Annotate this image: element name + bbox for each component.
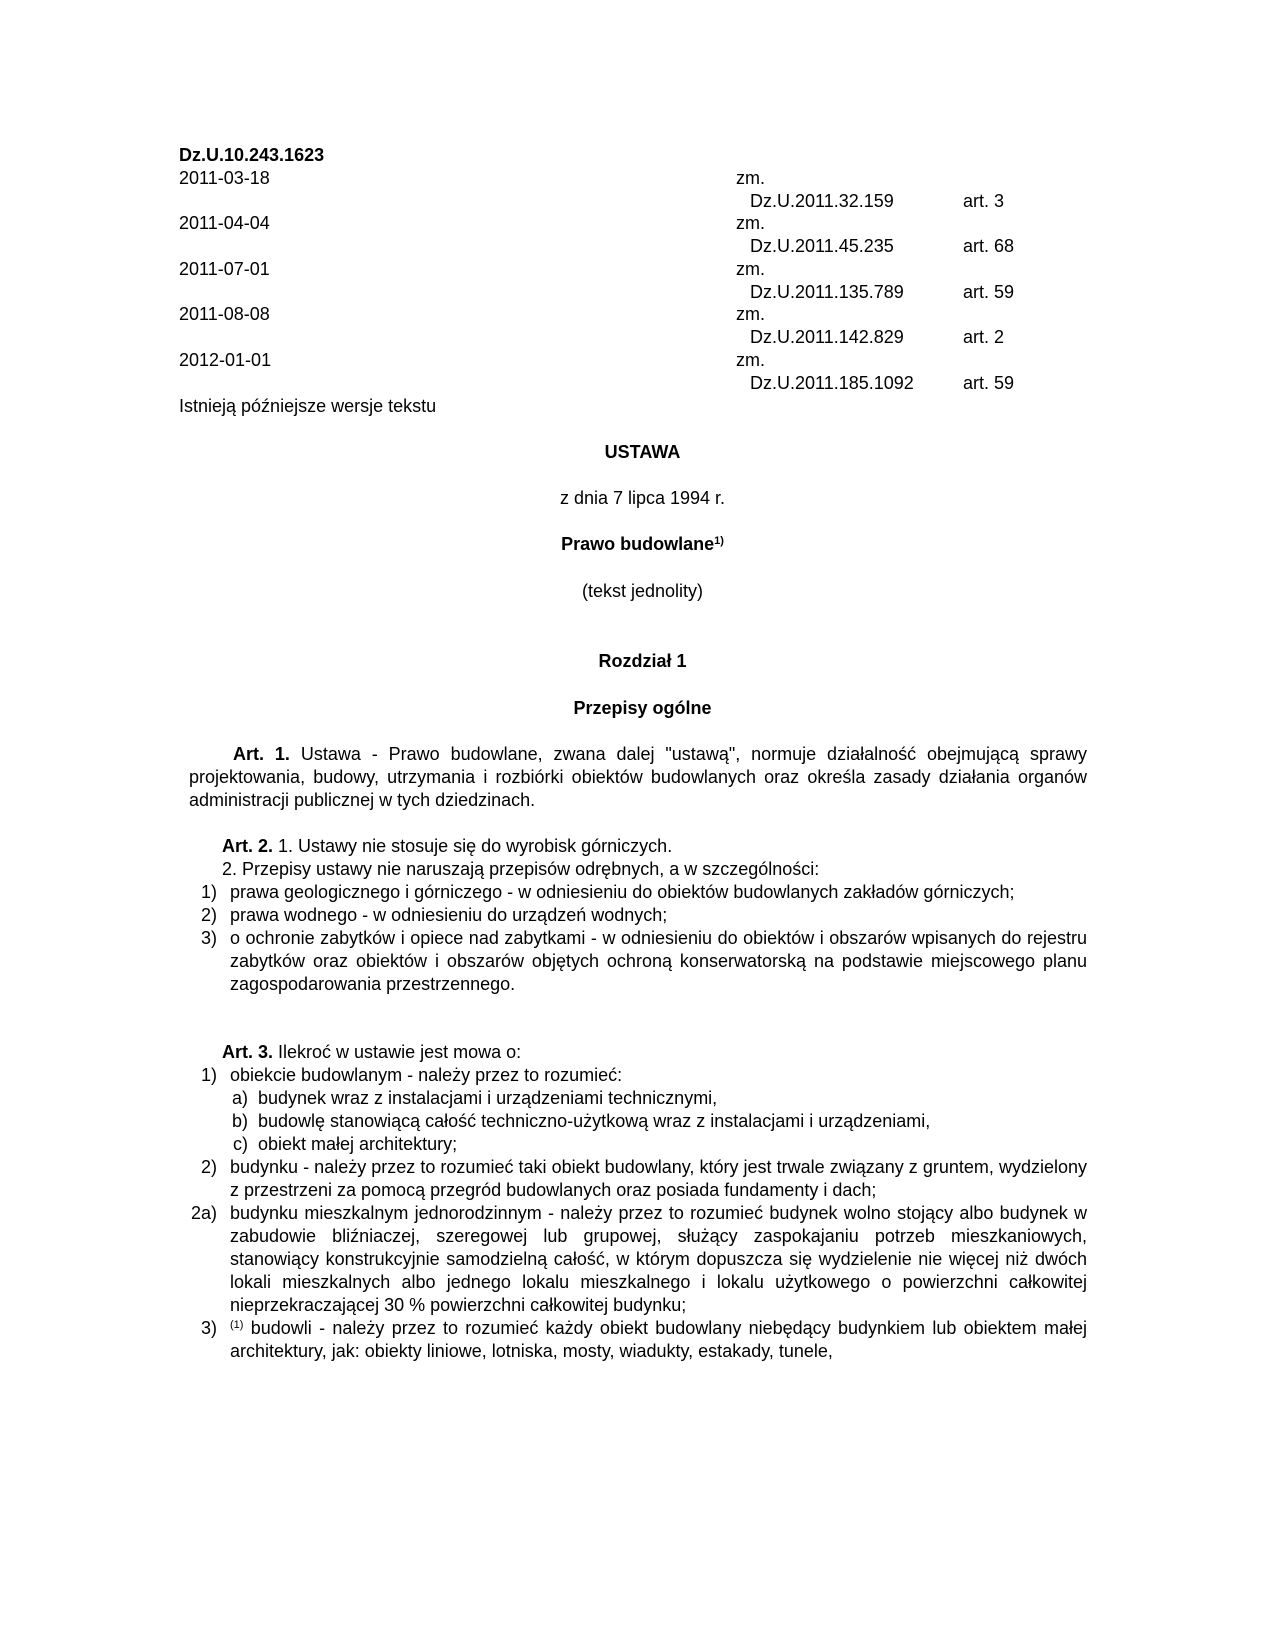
list-item-text: budowli - należy przez to rozumieć każdy obiekt budowlany niebędący budynkiem lub obiektem małej architektury, jak: obiekty liniowe, lotniska, mosty, wiadukty, estakady, tunele, [230, 1318, 1087, 1361]
list-item-number: 1) [200, 882, 217, 902]
act-date-line: z dnia 7 lipca 1994 r. [559, 488, 726, 508]
amendment-zm: zm. [736, 213, 765, 233]
list-item-text: budynku mieszkalnym jednorodzinnym - należy przez to rozumieć budynek wolno stojący albo budynek w zabudowie bliźniaczej, szeregowej lub grupowej, służący zaspokajaniu potrzeb mieszkaniowych, stanowiący konstrukcyjnie samodzielną całość, w którym dopuszcza się wydzielenie nie więcej niż dwóch lokali mieszkalnych albo jednego lokalu mieszkalnego i lokalu użytkowego o powierzchni całkowitej nieprzekraczającej 30 % powierzchni całkowitej budynku; [230, 1203, 1087, 1315]
article-label: Art. 2. [222, 836, 274, 856]
list-item-number: 3) [200, 928, 217, 948]
list-item [0, 927, 1275, 996]
amendment-marker: (1) [230, 1319, 244, 1331]
sub-list-item [0, 1133, 1275, 1156]
sub-list-item-text: obiekt małej architektury; [258, 1134, 458, 1154]
amendment-date: 2011-08-08 [179, 304, 270, 324]
article-1 [189, 743, 1087, 812]
list-item-number: 3) [200, 1318, 217, 1338]
list-item-number: 2) [200, 905, 217, 925]
amendment-art: art. 59 [963, 282, 1015, 302]
sub-list-item [0, 1087, 1275, 1110]
amendment-ref: Dz.U.2011.45.235 [750, 236, 894, 256]
amendment-date: 2011-07-01 [179, 259, 270, 279]
list-item [0, 904, 1275, 927]
chapter-name: Przepisy ogólne [573, 698, 712, 718]
article-3-list [0, 1064, 1275, 1363]
article-intro: Ilekroć w ustawie jest mowa o: [278, 1042, 522, 1062]
sub-list-item-letter: a) [231, 1088, 248, 1108]
amendment-art: art. 3 [963, 191, 1005, 211]
amendment-ref: Dz.U.2011.142.829 [750, 327, 904, 347]
chapter-number: Rozdział 1 [598, 651, 687, 671]
amendment-zm: zm. [736, 350, 765, 370]
act-subtitle: (tekst jednolity) [581, 581, 704, 601]
act-name: Prawo budowlane [561, 534, 715, 554]
article-2-list [0, 881, 1275, 996]
amendment-art: art. 59 [963, 373, 1015, 393]
act-type-heading: USTAWA [604, 442, 681, 462]
amendment-zm: zm. [736, 304, 765, 324]
later-versions-note: Istnieją późniejsze wersje tekstu [179, 396, 437, 416]
article-label: Art. 1. [233, 744, 290, 764]
sub-list-item-letter: b) [231, 1111, 248, 1131]
list-item-number: 1) [200, 1065, 217, 1085]
amendment-zm: zm. [736, 259, 765, 279]
list-item-number: 2) [200, 1157, 217, 1177]
list-item-text: prawa wodnego - w odniesieniu do urządzeń wodnych; [230, 905, 668, 925]
list-item-text: budynku - należy przez to rozumieć taki obiekt budowlany, który jest trwale związany z gruntem, wydzielony z przestrzeni za pomocą przegród budowlanych oraz posiada fundamenty i dach; [230, 1157, 1087, 1200]
sub-list-item-letter: c) [233, 1134, 248, 1154]
list-item [0, 881, 1275, 904]
amendment-zm: zm. [736, 168, 765, 188]
article-3-heading [222, 1041, 521, 1064]
amendment-ref: Dz.U.2011.135.789 [750, 282, 904, 302]
list-item-text: o ochronie zabytków i opiece nad zabytkami - w odniesieniu do obiektów i obszarów wpisanych do rejestru zabytków oraz obiektów i obszarów objętych ochroną konserwatorską na podstawie miejscowego planu zagospodarowania przestrzennego. [230, 928, 1087, 994]
doc-reference: Dz.U.10.243.1623 [179, 145, 325, 165]
list-item-number: 2a) [190, 1203, 217, 1223]
article-label: Art. 3. [222, 1042, 274, 1062]
amendment-art: art. 68 [963, 236, 1015, 256]
article-text: Ustawa - Prawo budowlane, zwana dalej "ustawą", normuje działalność obejmującą sprawy projektowania, budowy, utrzymania i rozbiórki obiektów budowlanych oraz określa zasady działania organów administracji publicznej w tych dziedzinach. [189, 744, 1087, 810]
sub-list-item-text: budowlę stanowiącą całość techniczno-użytkową wraz z instalacjami i urządzeniami, [258, 1111, 931, 1131]
amendment-art: art. 2 [963, 327, 1005, 347]
article-paragraph: 1. Ustawy nie stosuje się do wyrobisk górniczych. [278, 836, 673, 856]
amendment-ref: Dz.U.2011.185.1092 [750, 373, 914, 393]
article-paragraph: 2. Przepisy ustawy nie naruszają przepisów odrębnych, a w szczególności: [222, 859, 820, 879]
amendment-date: 2012-01-01 [179, 350, 272, 370]
list-item-text: prawa geologicznego i górniczego - w odniesieniu do obiektów budowlanych zakładów górniczych; [230, 882, 1015, 902]
list-item [0, 1317, 1275, 1363]
amendment-ref: Dz.U.2011.32.159 [750, 191, 894, 211]
sub-list-item-text: budynek wraz z instalacjami i urządzeniami technicznymi, [258, 1088, 718, 1108]
list-item [0, 1202, 1275, 1317]
list-item [0, 1156, 1275, 1202]
article-2-heading [222, 835, 672, 858]
list-item [0, 1064, 1275, 1087]
amendment-date: 2011-03-18 [179, 168, 270, 188]
act-name-heading [0, 533, 1275, 556]
list-item-text-with-mark [230, 1317, 1087, 1363]
list-item-text: obiekcie budowlanym - należy przez to rozumieć: [230, 1065, 623, 1085]
sub-list-item [0, 1110, 1275, 1133]
footnote-marker: 1) [714, 535, 724, 547]
amendment-date: 2011-04-04 [179, 213, 270, 233]
